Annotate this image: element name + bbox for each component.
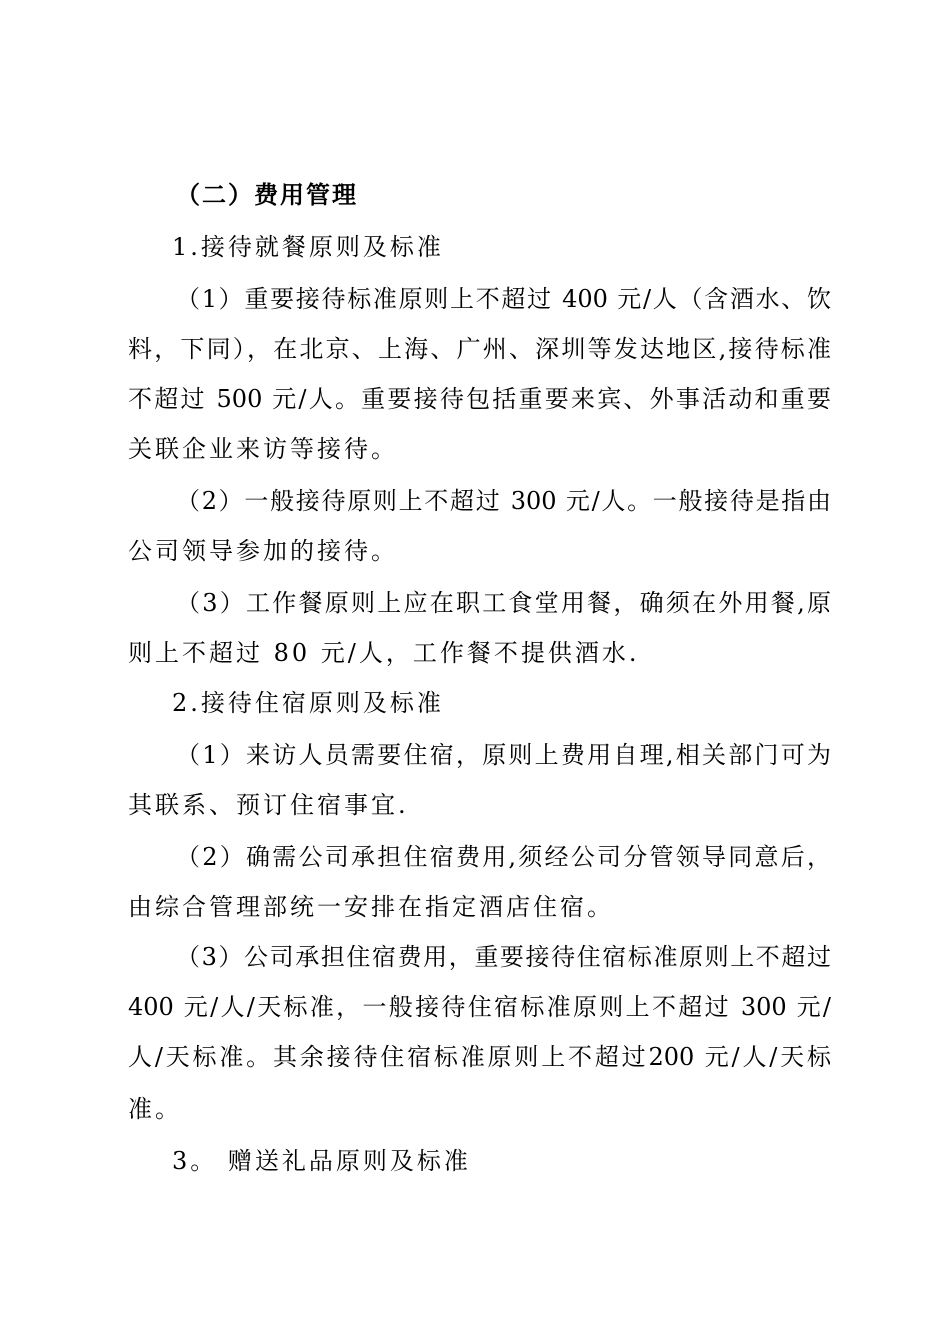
paragraph-line: （1）重要接待标准原则上不超过 400 元/人（含酒水、饮 [176, 285, 831, 313]
paragraph-line: 准。 [128, 1095, 182, 1123]
paragraph-line: 其联系、预订住宿事宜. [128, 791, 409, 819]
paragraph-line: （2）确需公司承担住宿费用,须经公司分管领导同意后， [176, 843, 831, 871]
paragraph-line: （3）公司承担住宿费用，重要接待住宿标准原则上不超过 [176, 943, 831, 971]
paragraph-line: 关联企业来访等接待。 [128, 435, 398, 463]
paragraph-line: 公司领导参加的接待。 [128, 537, 398, 565]
paragraph-line: （2）一般接待原则上不超过 300 元/人。一般接待是指由 [176, 487, 831, 515]
paragraph-line: 不超过 500 元/人。重要接待包括重要来宾、外事活动和重要 [128, 385, 831, 413]
subsection-title: 1.接待就餐原则及标准 [172, 233, 444, 261]
paragraph-line: （3）工作餐原则上应在职工食堂用餐，确须在外用餐,原 [176, 589, 831, 617]
section-heading: （二）费用管理 [176, 180, 358, 209]
subsection-title: 3。 赠送礼品原则及标准 [172, 1147, 471, 1175]
paragraph-line: 则上不超过 80 元/人，工作餐不提供酒水. [128, 639, 640, 667]
paragraph-line: 料，下同），在北京、上海、广州、深圳等发达地区,接待标准 [128, 335, 831, 363]
paragraph-line: 人/天标准。其余接待住宿标准原则上不超过200 元/人/天标 [128, 1043, 831, 1071]
paragraph-line: 由综合管理部统一安排在指定酒店住宿。 [128, 893, 614, 921]
paragraph-line: （1）来访人员需要住宿，原则上费用自理,相关部门可为 [176, 741, 831, 769]
paragraph-line: 400 元/人/天标准，一般接待住宿标准原则上不超过 300 元/ [128, 993, 831, 1021]
subsection-title: 2.接待住宿原则及标准 [172, 689, 444, 717]
